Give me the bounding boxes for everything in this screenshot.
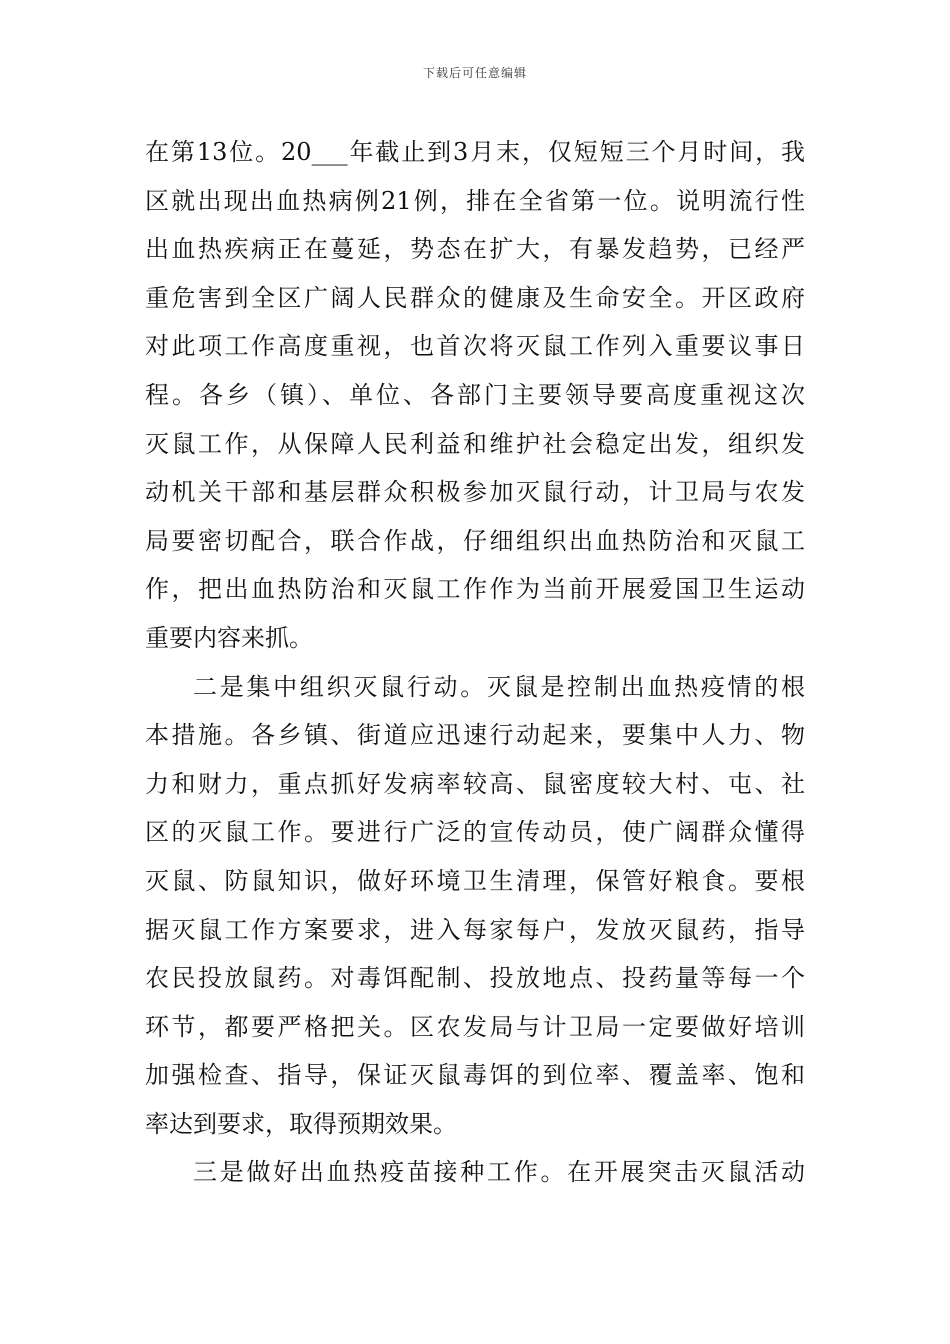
text-line: 在第13位。20___年截止到3月末，仅短短三个月时间，我 (145, 138, 805, 166)
text-line: 作，把出血热防治和灭鼠工作作为当前开展爱国卫生运动 (145, 575, 805, 604)
text-line: 加强检查、指导，保证灭鼠毒饵的到位率、覆盖率、饱和 (145, 1061, 805, 1090)
text-line: 率达到要求，取得预期效果。 (145, 1109, 457, 1138)
text-line: 程。各乡（镇）、单位、各部门主要领导要高度重视这次 (145, 380, 805, 409)
text-line: 重危害到全区广阔人民群众的健康及生命安全。开区政府 (145, 283, 805, 312)
text-line: 对此项工作高度重视，也首次将灭鼠工作列入重要议事日 (145, 332, 805, 361)
page-header: 下载后可任意编辑 (422, 66, 527, 80)
text-line: 力和财力，重点抓好发病率较高、鼠密度较大村、屯、社 (145, 769, 805, 798)
text-line: 重要内容来抓。 (145, 623, 313, 652)
text-line: 二是集中组织灭鼠行动。灭鼠是控制出血热疫情的根 (193, 672, 805, 701)
text-line: 局要密切配合，联合作战，仔细组织出血热防治和灭鼠工 (145, 526, 805, 555)
text-line: 动机关干部和基层群众积极参加灭鼠行动，计卫局与农发 (145, 478, 805, 507)
text-line: 区的灭鼠工作。要进行广泛的宣传动员，使广阔群众懂得 (145, 818, 805, 847)
text-line: 出血热疾病正在蔓延，势态在扩大，有暴发趋势，已经严 (145, 235, 805, 264)
text-line: 环节，都要严格把关。区农发局与计卫局一定要做好培训 (145, 1012, 805, 1041)
text-line: 三是做好出血热疫苗接种工作。在开展突击灭鼠活动 (193, 1158, 805, 1187)
text-line: 本措施。各乡镇、街道应迅速行动起来，要集中人力、物 (145, 721, 805, 750)
text-line: 灭鼠、防鼠知识，做好环境卫生清理，保管好粮食。要根 (145, 866, 805, 895)
document-body (145, 128, 805, 1197)
text-line: 据灭鼠工作方案要求，进入每家每户，发放灭鼠药，指导 (145, 915, 805, 944)
text-line: 农民投放鼠药。对毒饵配制、投放地点、投药量等每一个 (145, 964, 805, 993)
text-line: 区就出现出血热病例21例，排在全省第一位。说明流行性 (145, 186, 805, 215)
text-line: 灭鼠工作，从保障人民利益和维护社会稳定出发，组织发 (145, 429, 805, 458)
